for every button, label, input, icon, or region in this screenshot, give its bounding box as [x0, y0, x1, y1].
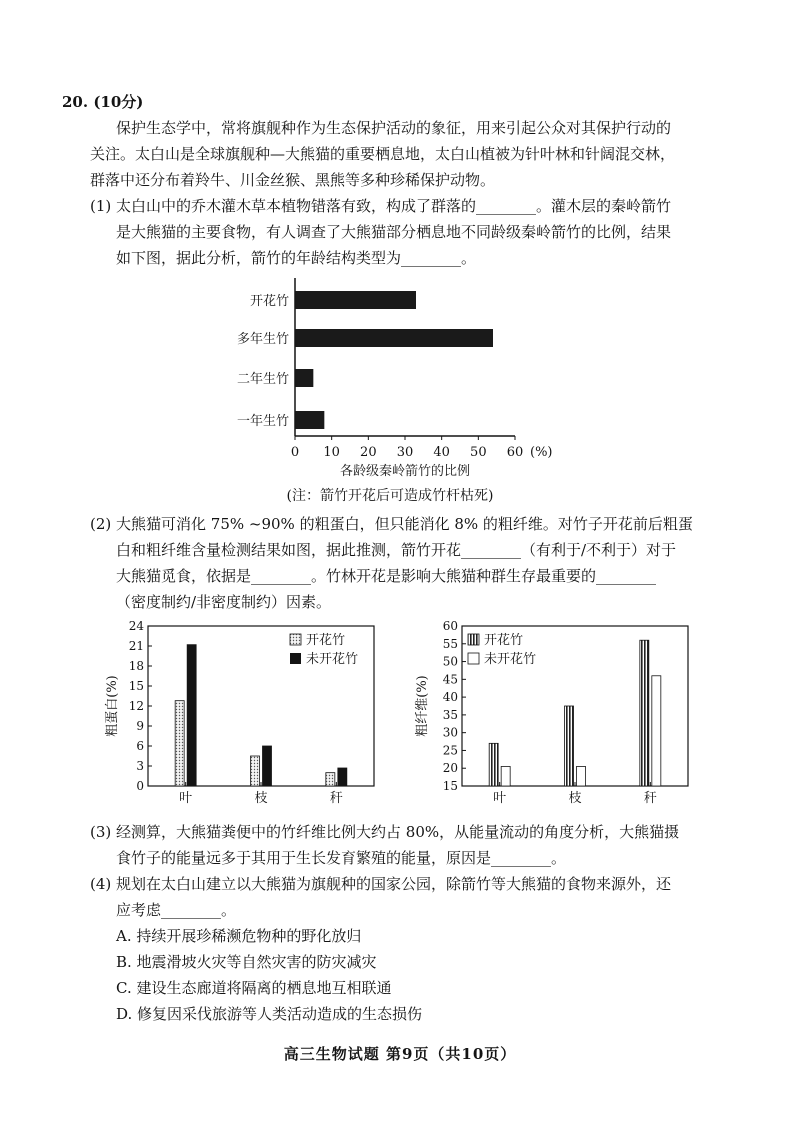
bar-nonflowering-1 [577, 766, 586, 786]
category-label: 秆 [643, 791, 657, 806]
y-tick-label: 0 [136, 779, 144, 793]
category-label: 开花竹 [249, 294, 289, 309]
y-tick-label: 12 [128, 699, 144, 713]
q4-line-2: 应考虑________。 [116, 901, 237, 919]
legend-swatch-flowering [468, 634, 479, 645]
y-tick-label: 45 [442, 672, 458, 687]
category-label: 枝 [568, 791, 582, 806]
crude-protein-chart [100, 618, 400, 818]
option-a: A. 持续开展珍稀濒危物种的野化放归 [116, 927, 362, 945]
y-tick-label: 25 [442, 743, 458, 758]
q1-line-1: (1) 太白山中的乔木灌木草本植物错落有致，构成了群落的________。灌木层的秦岭箭竹 [90, 197, 672, 215]
y-tick-label: 24 [128, 619, 144, 633]
category-label: 枝 [254, 791, 268, 806]
y-tick-label: 6 [136, 739, 144, 753]
q2-line-2: 白和粗纤维含量检测结果如图，据此推测，箭竹开花________（有利于/不利于）对于 [116, 541, 677, 559]
option-d: D. 修复因采伐旅游等人类活动造成的生态损伤 [116, 1005, 423, 1023]
bar-flowering-0 [489, 743, 498, 786]
y-tick-label: 55 [442, 636, 458, 651]
x-tick-label: 40 [433, 445, 450, 460]
bar-3 [295, 411, 324, 429]
category-label: 秆 [329, 791, 343, 806]
question-number: 20. (10分) [62, 93, 144, 111]
category-label: 叶 [179, 791, 193, 806]
bar-nonflowering-0 [501, 766, 510, 786]
category-label: 多年生竹 [236, 332, 289, 347]
option-c: C. 建设生态廊道将隔离的栖息地互相联通 [116, 979, 392, 997]
legend-label-flowering: 开花竹 [484, 633, 524, 648]
intro-line-1: 保护生态学中，常将旗舰种作为生态保护活动的象征，用来引起公众对其保护行动的 [116, 119, 672, 137]
bar-flowering-1 [251, 756, 260, 786]
y-tick-label: 3 [136, 759, 144, 773]
x-tick-label: 10 [323, 445, 340, 460]
option-b: B. 地震滑坡火灾等自然灾害的防灾减灾 [116, 953, 377, 971]
q4-line-1: (4) 规划在太白山建立以大熊猫为旗舰种的国家公园，除箭竹等大熊猫的食物来源外，还 [90, 875, 672, 893]
bar-nonflowering-0 [187, 645, 196, 786]
x-tick-label: 0 [290, 445, 300, 460]
legend-swatch-nonflowering [468, 653, 479, 664]
y-axis-label: 粗蛋白(%) [105, 675, 120, 737]
bar-nonflowering-2 [338, 768, 347, 786]
intro-line-3: 群落中还分布着羚牛、川金丝猴、黑熊等多种珍稀保护动物。 [90, 171, 496, 189]
y-tick-label: 40 [442, 690, 458, 705]
y-tick-label: 18 [128, 659, 144, 673]
category-label: 叶 [493, 791, 507, 806]
y-tick-label: 9 [136, 719, 144, 733]
q1-line-2: 是大熊猫的主要食物，有人调查了大熊猫部分栖息地不同龄级秦岭箭竹的比例，结果 [116, 223, 672, 241]
y-tick-label: 50 [442, 654, 458, 669]
chart-note: (注：箭竹开花后可造成竹杆枯死) [286, 488, 494, 504]
q3-line-2: 食竹子的能量远多于其用于生长发育繁殖的能量，原因是________。 [116, 849, 567, 867]
bar-flowering-2 [640, 640, 649, 786]
q2-line-4: （密度制约/非密度制约）因素。 [116, 593, 332, 611]
bar-1 [295, 329, 493, 347]
x-tick-label: 30 [396, 445, 414, 460]
bar-2 [295, 369, 313, 387]
legend-label-nonflowering: 未开花竹 [306, 652, 359, 667]
q3-line-1: (3) 经测算，大熊猫粪便中的竹纤维比例大约占 80%，从能量流动的角度分析，大熊猫摄 [90, 823, 680, 841]
page-footer: 高三生物试题 第9页（共10页） [283, 1045, 517, 1063]
bar-flowering-1 [565, 706, 574, 786]
y-tick-label: 60 [442, 619, 458, 633]
crude-fiber-chart [410, 618, 700, 818]
age-structure-chart [210, 278, 570, 483]
y-tick-label: 15 [128, 679, 144, 693]
bar-0 [295, 291, 416, 309]
category-label: 二年生竹 [236, 372, 289, 387]
y-tick-label: 15 [442, 779, 458, 793]
bar-flowering-0 [175, 701, 184, 786]
y-tick-label: 35 [442, 707, 458, 722]
x-tick-label: 20 [360, 445, 377, 460]
q1-line-3: 如下图，据此分析，箭竹的年龄结构类型为________。 [116, 249, 477, 267]
legend-swatch-nonflowering [290, 653, 301, 664]
q2-line-3: 大熊猫觅食，依据是________。竹林开花是影响大熊猫种群生存最重要的________ [116, 567, 657, 585]
legend-label-flowering: 开花竹 [306, 633, 346, 648]
x-tick-label: 50 [470, 445, 487, 460]
legend [290, 633, 358, 667]
intro-line-2: 关注。太白山是全球旗舰种—大熊猫的重要栖息地，太白山植被为针叶林和针阔混交林， [90, 145, 676, 163]
category-label: 一年生竹 [236, 414, 289, 429]
q2-line-1: (2) 大熊猫可消化 75% ~90% 的粗蛋白，但只能消化 8% 的粗纤维。对竹子开花前后粗蛋 [90, 515, 693, 533]
y-tick-label: 30 [442, 725, 458, 740]
y-tick-label: 20 [442, 761, 458, 776]
y-tick-label: 21 [128, 639, 144, 653]
x-axis-unit: (%) [530, 445, 553, 460]
legend-swatch-flowering [290, 634, 301, 645]
bar-nonflowering-1 [263, 746, 272, 786]
legend [468, 633, 536, 667]
bar-nonflowering-2 [652, 676, 661, 786]
bar-flowering-2 [326, 773, 335, 786]
y-axis-label: 粗纤维(%) [415, 675, 430, 737]
legend-label-nonflowering: 未开花竹 [484, 652, 537, 667]
x-tick-label: 60 [506, 445, 524, 460]
x-axis-label: 各龄级秦岭箭竹的比例 [339, 464, 471, 479]
